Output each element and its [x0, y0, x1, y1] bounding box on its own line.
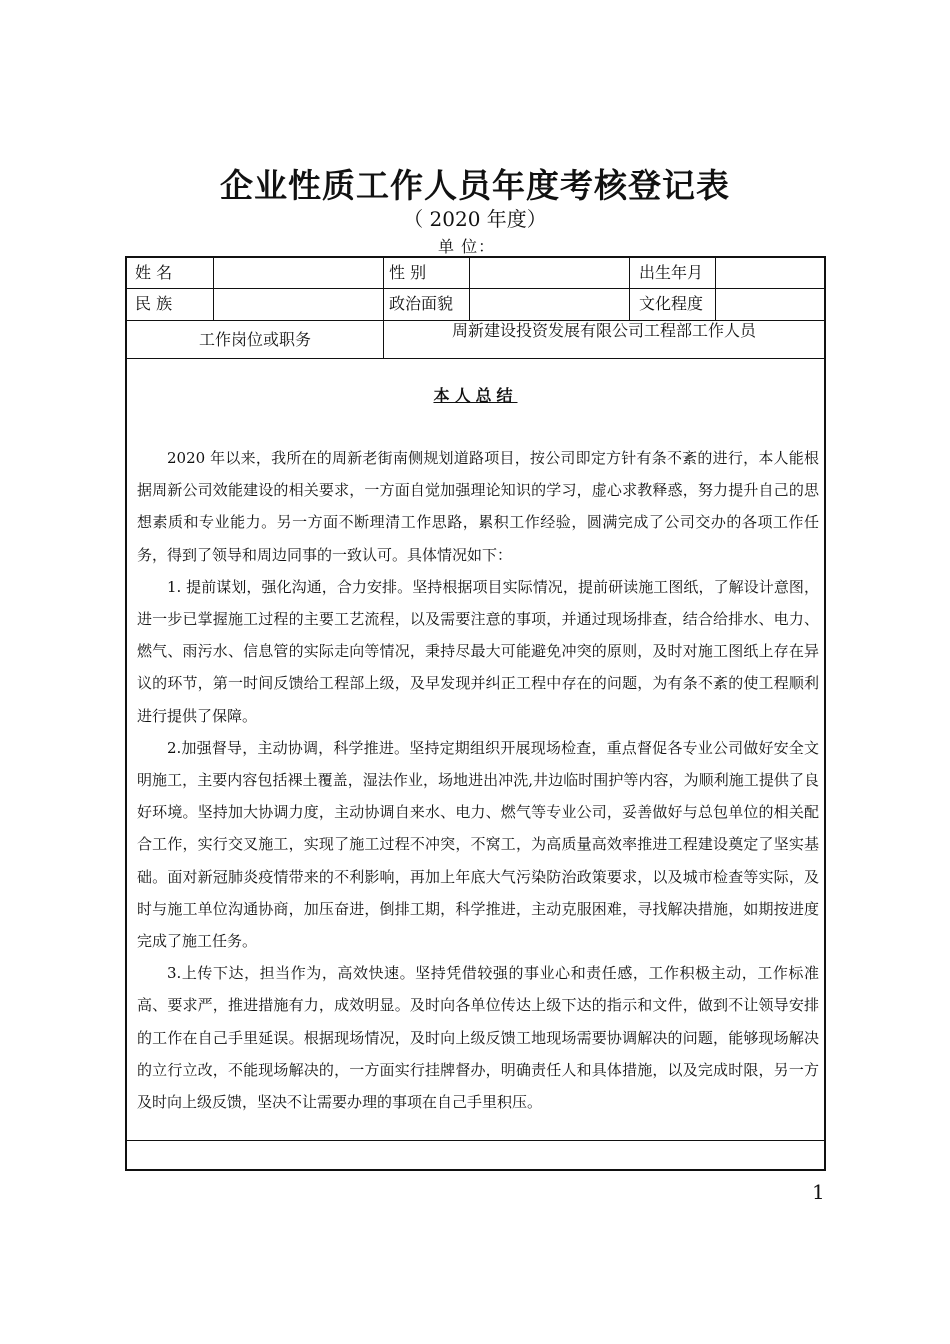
page-number: 1: [812, 1180, 825, 1204]
col-divider: [715, 258, 716, 320]
political-label: 政治面貌: [389, 294, 454, 313]
summary-paragraph: 3.上传下达，担当作为，高效快速。坚持凭借较强的事业心和责任感，工作积极主动，工作标准高、要求严，推进措施有力，成效明显。及时向各单位传达上级下达的指示和文件，做到不让领导安排的工作在自己手里延误。根据现场情况，及时向上级反馈工地现场需要协调解决的问题，能够现场解决的立行立改，不能现场解决的，一方面实行挂牌督办，明确责任人和具体措施，以及完成时限，另一方及时向上级反馈，坚决不让需要办理的事项在自己手里积压。: [137, 964, 819, 1112]
summary-paragraph: 2020 年以来，我所在的周新老街南侧规划道路项目，按公司即定方针有条不紊的进行，本人能根据周新公司效能建设的相关要求，一方面自觉加强理论知识的学习，虚心求教释惑，努力提升自己的思想素质和专业能力。另一方面不断理清工作思路，累积工作经验，圆满完成了公司交办的各项工作任务，得到了领导和周边同事的一致认可。具体情况如下：: [137, 449, 819, 564]
education-label: 文化程度: [639, 294, 704, 313]
summary-paragraph: 2.加强督导，主动协调，科学推进。坚持定期组织开展现场检查，重点督促各专业公司做好安全文明施工，主要内容包括裸土覆盖，湿法作业，场地进出冲洗,井边临时围护等内容，为顺利施工提供了良好环境。坚持加大协调力度，主动协调自来水、电力、燃气等专业公司，妥善做好与总包单位的相关配合工作，实行交叉施工，实现了施工过程不冲突，不窝工，为高质量高效率推进工程建设奠定了坚实基础。面对新冠肺炎疫情带来的不利影响，再加上年底大气污染防治政策要求，以及城市检查等实际，及时与施工单位沟通协商，加压奋进，倒排工期，科学推进，主动克服困难，寻找解决措施，如期按进度完成了施工任务。: [137, 738, 819, 951]
ethnicity-label: 民 族: [135, 294, 173, 313]
col-divider: [629, 258, 630, 320]
position-label: 工作岗位或职务: [198, 330, 311, 349]
name-field[interactable]: [219, 258, 379, 288]
col-divider: [469, 258, 470, 320]
summary-heading-text: 本人总结: [433, 386, 518, 405]
position-field[interactable]: 周新建设投资发展有限公司工程部工作人员: [451, 321, 756, 340]
summary-body: [137, 442, 819, 1118]
political-field[interactable]: [475, 289, 625, 319]
unit-label: 单 位：: [438, 237, 496, 256]
birth-field[interactable]: [721, 258, 821, 288]
birth-label: 出生年月: [639, 263, 704, 282]
ethnicity-field[interactable]: [219, 289, 379, 319]
page-title: 企业性质工作人员年度考核登记表: [220, 166, 730, 205]
registration-form: [125, 256, 826, 1171]
col-divider: [213, 258, 214, 320]
gender-label: 性 别: [389, 263, 427, 282]
row-divider: [127, 1140, 824, 1141]
name-label: 姓 名: [135, 263, 173, 282]
col-divider: [383, 258, 384, 358]
education-field[interactable]: [721, 289, 821, 319]
year-line: （ 2020 年度）: [403, 207, 547, 231]
summary-paragraph: 1. 提前谋划，强化沟通，合力安排。坚持根据项目实际情况，提前研读施工图纸，了解设计意图，进一步已掌握施工过程的主要工艺流程，以及需要注意的事项，并通过现场排查，结合给排水、电力、燃气、雨污水、信息管的实际走向等情况，秉持尽最大可能避免冲突的原则，及时对施工图纸上存在异议的环节，第一时间反馈给工程部上级，及早发现并纠正工程中存在的问题，为有条不紊的使工程顺利进行提供了保障。: [137, 577, 819, 725]
summary-heading: [127, 383, 824, 406]
row-divider: [127, 358, 824, 359]
gender-field[interactable]: [475, 258, 625, 288]
